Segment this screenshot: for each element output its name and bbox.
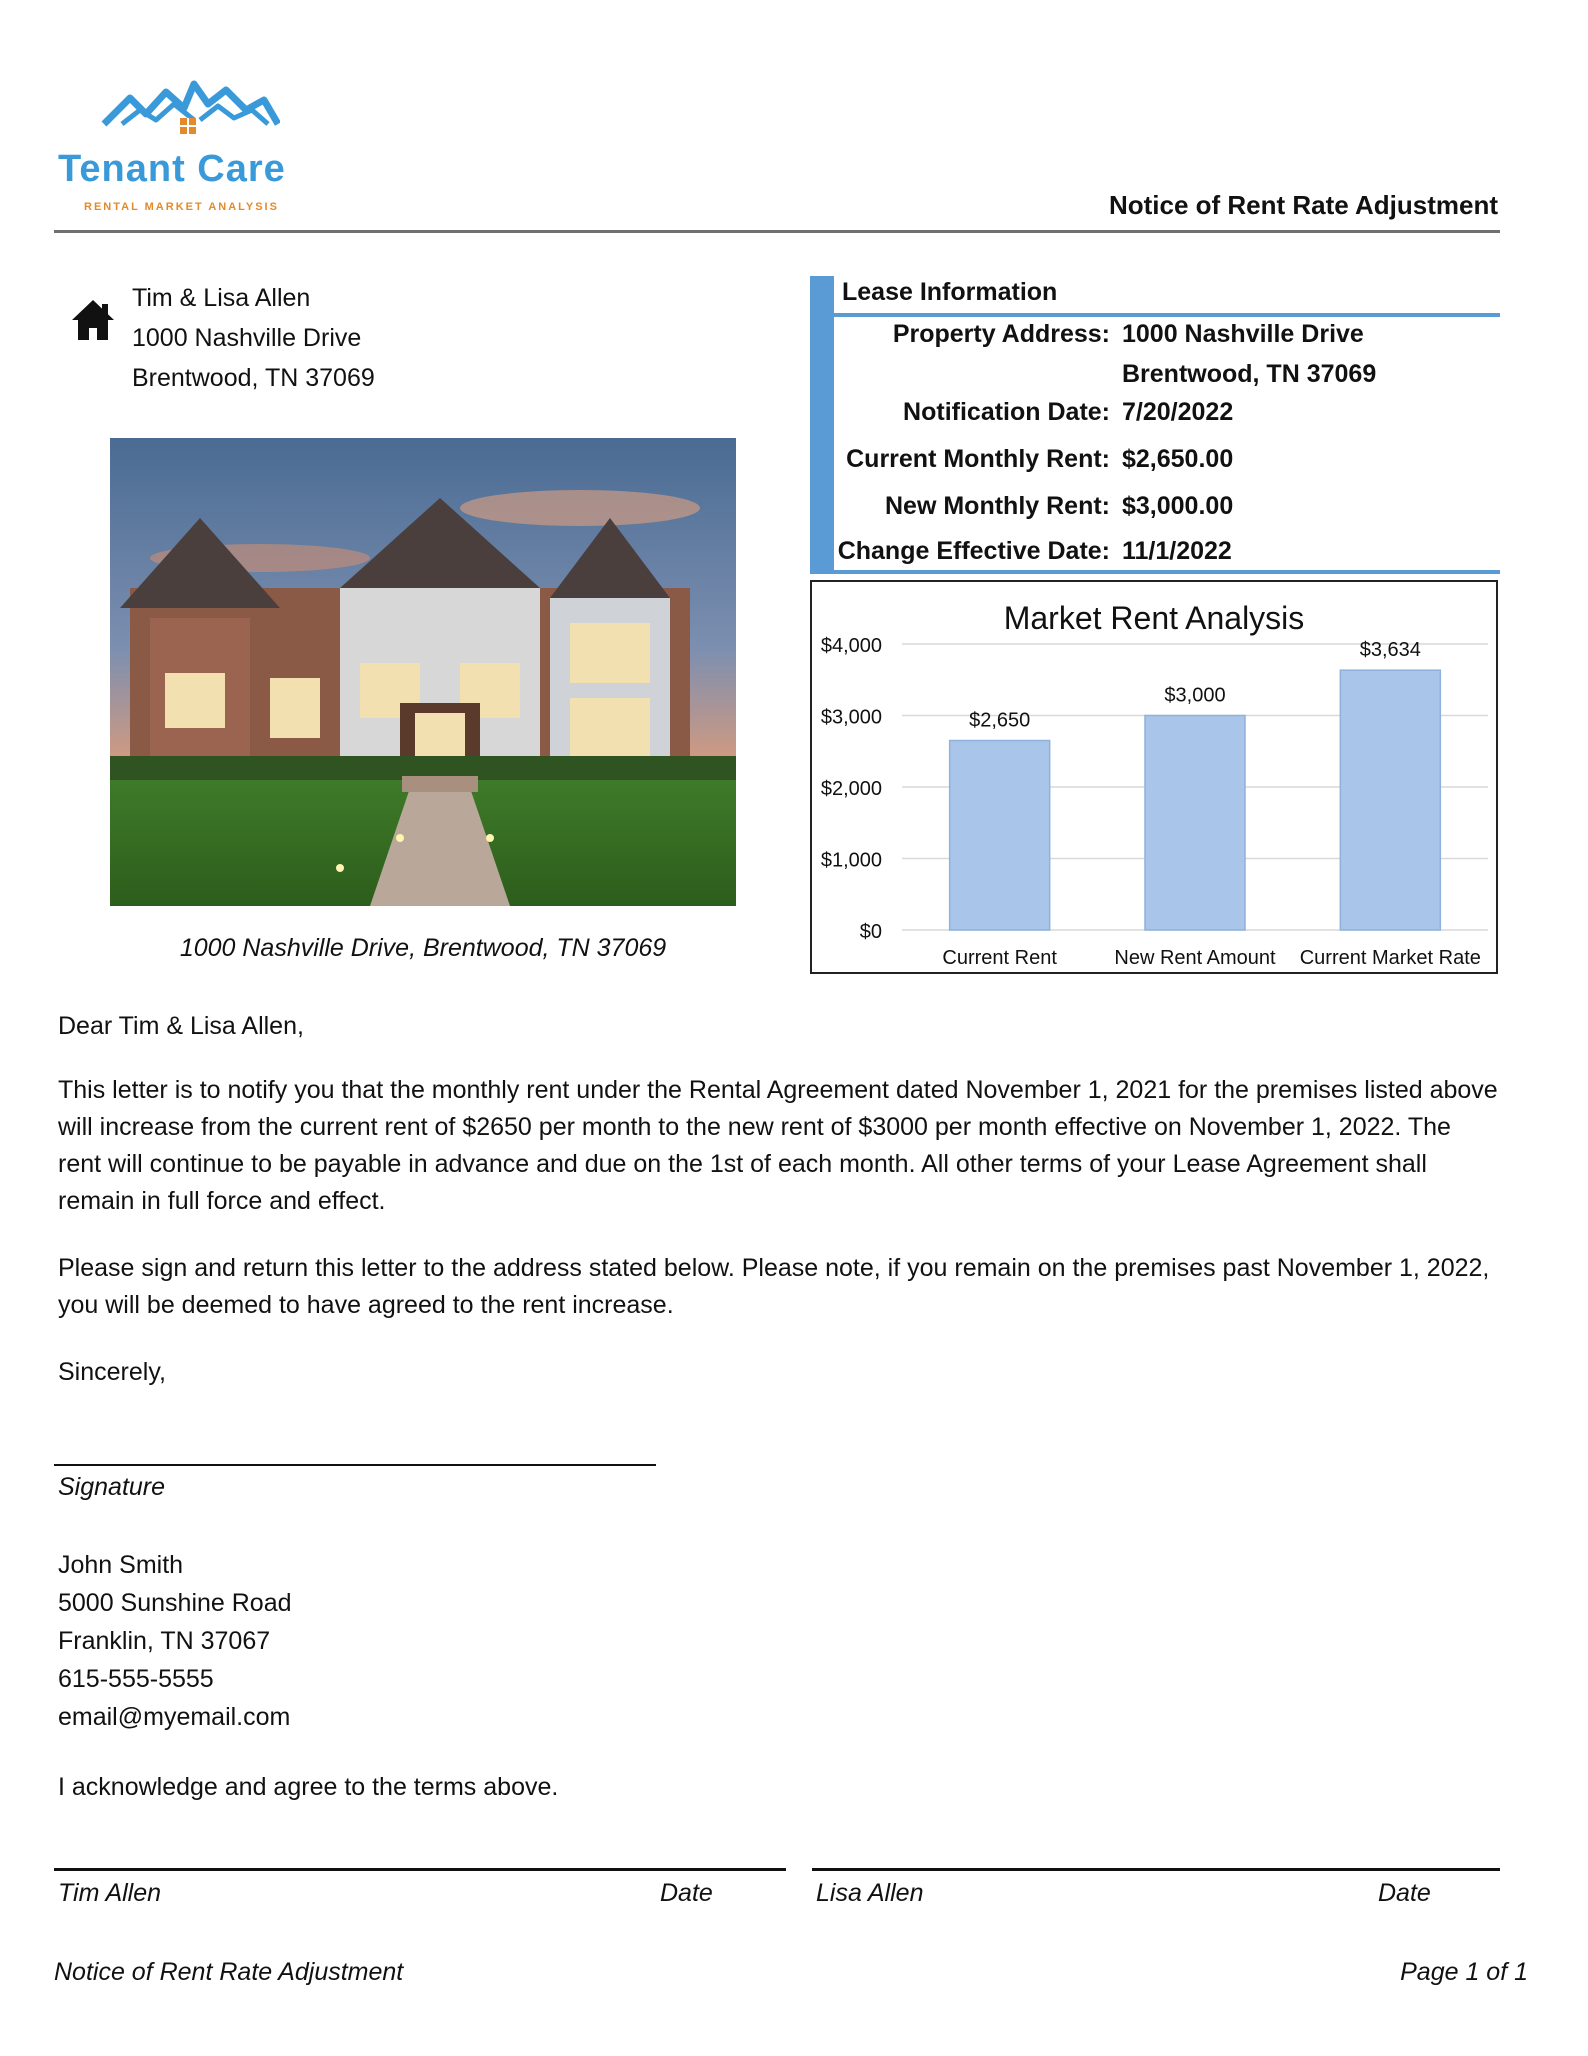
notification-date-label: Notification Date: [903, 398, 1110, 426]
photo-caption: 1000 Nashville Drive, Brentwood, TN 37069 [179, 934, 667, 962]
sender-street: 5000 Sunshine Road [58, 1589, 292, 1617]
lease-info-title: Lease Information [842, 278, 1058, 306]
page-number: Page 1 of 1 [1400, 1958, 1528, 1986]
chart-x-tick-label: New Rent Amount [1114, 947, 1276, 969]
recipient-name: Tim & Lisa Allen [132, 284, 311, 312]
acknowledgement-text: I acknowledge and agree to the terms above. [58, 1773, 559, 1801]
sender-city: Franklin, TN 37067 [58, 1627, 271, 1655]
chart-title: Market Rent Analysis [1003, 600, 1305, 636]
property-address-label: Property Address: [892, 320, 1110, 348]
chart-bar [950, 741, 1050, 930]
tenant1-signature-line[interactable] [54, 1868, 786, 1871]
recipient-city: Brentwood, TN 37069 [132, 364, 375, 392]
lease-accent-bar [810, 276, 834, 574]
chart-data-label: $3,000 [1164, 684, 1226, 707]
chart-y-tick-label: $2,000 [820, 778, 882, 800]
property-address-value: 1000 Nashville Drive [1122, 320, 1364, 348]
document-title: Notice of Rent Rate Adjustment [1108, 190, 1498, 220]
house-roof-logo-icon [100, 80, 280, 142]
letter-paragraph-2: Please sign and return this letter to the address stated below. Please note, if you remain on the premises past November 1, 2022, you will be deemed to have agreed to the rent increase. [58, 1254, 1490, 1319]
tenant2-name: Lisa Allen [816, 1879, 924, 1907]
property-address-city: Brentwood, TN 37069 [1122, 360, 1377, 388]
salutation: Dear Tim & Lisa Allen, [58, 1012, 304, 1040]
chart-x-tick-label: Current Rent [942, 947, 1057, 969]
sender-phone: 615-555-5555 [58, 1665, 214, 1693]
effective-date-label: Change Effective Date: [837, 537, 1110, 565]
chart-data-label: $2,650 [969, 709, 1031, 732]
home-icon [70, 298, 116, 342]
notification-date-value: 7/20/2022 [1122, 398, 1234, 426]
lease-rule-bottom [834, 570, 1500, 574]
chart-y-tick-label: $0 [859, 921, 882, 943]
recipient-street: 1000 Nashville Drive [132, 324, 362, 352]
tenant1-name: Tim Allen [58, 1879, 162, 1907]
sender-name: John Smith [58, 1551, 184, 1579]
sender-email[interactable]: email@myemail.com [58, 1703, 291, 1731]
tenant2-date-label: Date [1378, 1879, 1431, 1907]
chart-x-tick-label: Current Market Rate [1299, 947, 1481, 969]
chart-y-tick-label: $3,000 [820, 706, 882, 729]
current-rent-value: $2,650.00 [1122, 445, 1234, 473]
chart-data-label: $3,634 [1359, 639, 1421, 662]
chart-bar [1145, 716, 1245, 931]
new-rent-label: New Monthly Rent: [885, 492, 1110, 520]
letter-paragraph-1: This letter is to notify you that the monthly rent under the Rental Agreement dated November 1, 2021 for the premises listed above will increase from the current rent of $2650 per month to the new rent of $3000 per month effective on November 1, 2022. The rent will continue to be payable in advance and due on the 1st of each month. All other terms of your Lease Agreement shall remain in full force and effect. [58, 1076, 1498, 1215]
logo-tagline: RENTAL MARKET ANALYSIS [84, 201, 279, 213]
property-photo [110, 438, 736, 906]
tenant1-date-label: Date [660, 1879, 713, 1907]
chart-y-tick-label: $4,000 [820, 635, 882, 657]
new-rent-value: $3,000.00 [1122, 492, 1234, 520]
sender-block [58, 1546, 292, 1736]
chart-plot [812, 582, 1496, 972]
lease-rule-top [834, 313, 1500, 317]
recipient-address [132, 278, 375, 398]
current-rent-label: Current Monthly Rent: [846, 445, 1110, 473]
tenant2-signature-line[interactable] [812, 1868, 1500, 1871]
header-divider [54, 230, 1500, 233]
footer-title: Notice of Rent Rate Adjustment [54, 1958, 404, 1986]
chart-y-tick-label: $1,000 [820, 849, 882, 872]
signature-label: Signature [58, 1473, 166, 1501]
company-logo [100, 80, 280, 142]
market-rent-chart [810, 580, 1498, 974]
signature-line[interactable] [54, 1464, 656, 1466]
chart-bar [1340, 670, 1440, 930]
closing: Sincerely, [58, 1358, 166, 1386]
logo-name: Tenant Care [58, 148, 286, 190]
effective-date-value: 11/1/2022 [1122, 537, 1232, 565]
